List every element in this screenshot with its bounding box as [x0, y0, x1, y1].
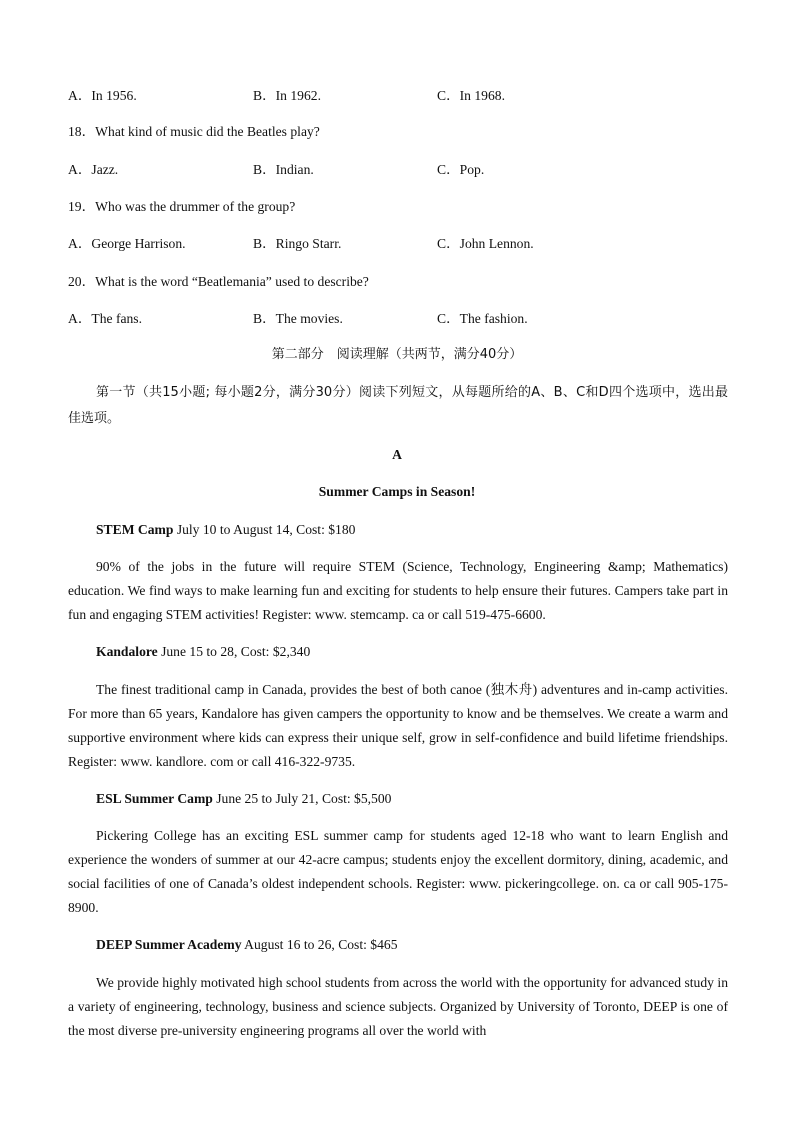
- camp-description: Pickering College has an exciting ESL summer camp for students aged 12-18 who want to learn English and experience the wonders of summer at our 42-acre campus; students enjoy the excellent dormitory, dining, academic, and social facilities of one of Canada’s oldest independent schools. Register: www. pickeringcollege. on. ca or call 905-175-8900.: [68, 828, 728, 915]
- q20-stem: 20．What is the word “Beatlemania” used to describe?: [68, 274, 369, 289]
- camp-name: STEM Camp: [96, 522, 174, 537]
- camp-info: August 16 to 26, Cost: $465: [241, 937, 398, 952]
- camp-description: We provide highly motivated high school students from across the world with the opportunity for advanced study in a variety of engineering, technology, business and science subjects. Organized by University of Toronto, DEEP is one of the most diverse pre-university engineering programs all over the world with: [68, 975, 728, 1038]
- camp-info: June 25 to July 21, Cost: $5,500: [212, 791, 392, 806]
- camp-heading: [96, 521, 355, 539]
- camp-name: DEEP Summer Academy: [96, 937, 242, 952]
- q20-option-c: C．The fashion.: [437, 311, 528, 326]
- q17-option-b: B．In 1962.: [253, 88, 321, 103]
- q19-option-b: B．Ringo Starr.: [253, 236, 342, 251]
- camp-name: ESL Summer Camp: [96, 791, 213, 806]
- camp-description: 90% of the jobs in the future will require STEM (Science, Technology, Engineering &amp; Mathematics) education. We find ways to make learning fun and exciting for students to help ensure their futures. Campers take part in fun and engaging STEM activities! Register: www. stemcamp. ca or call 519-475-6600.: [68, 559, 728, 622]
- q20-option-a: A．The fans.: [68, 311, 142, 326]
- camp-heading: [96, 936, 398, 954]
- passage-letter: A: [392, 447, 402, 462]
- q20-option-b: B．The movies.: [253, 311, 343, 326]
- q18-option-a: A．Jazz.: [68, 162, 119, 177]
- passage-title: Summer Camps in Season!: [318, 484, 476, 499]
- q17-option-c: C．In 1968.: [437, 88, 505, 103]
- camp-heading: [96, 643, 310, 661]
- camp-description: The finest traditional camp in Canada, provides the best of both canoe (独木舟) adventures and in-camp activities. For more than 65 years, Kandalore has given campers the opportunity to know and be themselves. We create a warm and supportive environment where kids can express their unique self, grow in self-confidence and build lifetime friendships. Register: www. kandlore. com or call 416-322-9735.: [68, 682, 728, 769]
- camp-info: June 15 to 28, Cost: $2,340: [157, 644, 311, 659]
- camp-info: July 10 to August 14, Cost: $180: [173, 522, 356, 537]
- q19-option-c: C．John Lennon.: [437, 236, 534, 251]
- q17-option-a: A．In 1956.: [68, 88, 137, 103]
- q19-stem: 19．Who was the drummer of the group?: [68, 199, 296, 214]
- q19-option-a: A．George Harrison.: [68, 236, 186, 251]
- camp-name: Kandalore: [96, 644, 158, 659]
- section-instruction: 第一节（共15小题; 每小题2分，满分30分）阅读下列短文，从每题所给的A、B、C和D四个选项中，选出最佳选项。: [68, 385, 728, 426]
- q18-option-c: C．Pop.: [437, 162, 485, 177]
- camp-heading: [96, 790, 391, 808]
- q18-stem: 18．What kind of music did the Beatles play?: [68, 124, 320, 139]
- q18-option-b: B．Indian.: [253, 162, 314, 177]
- section-title: 第二部分 阅读理解（共两节，满分40分）: [271, 347, 523, 362]
